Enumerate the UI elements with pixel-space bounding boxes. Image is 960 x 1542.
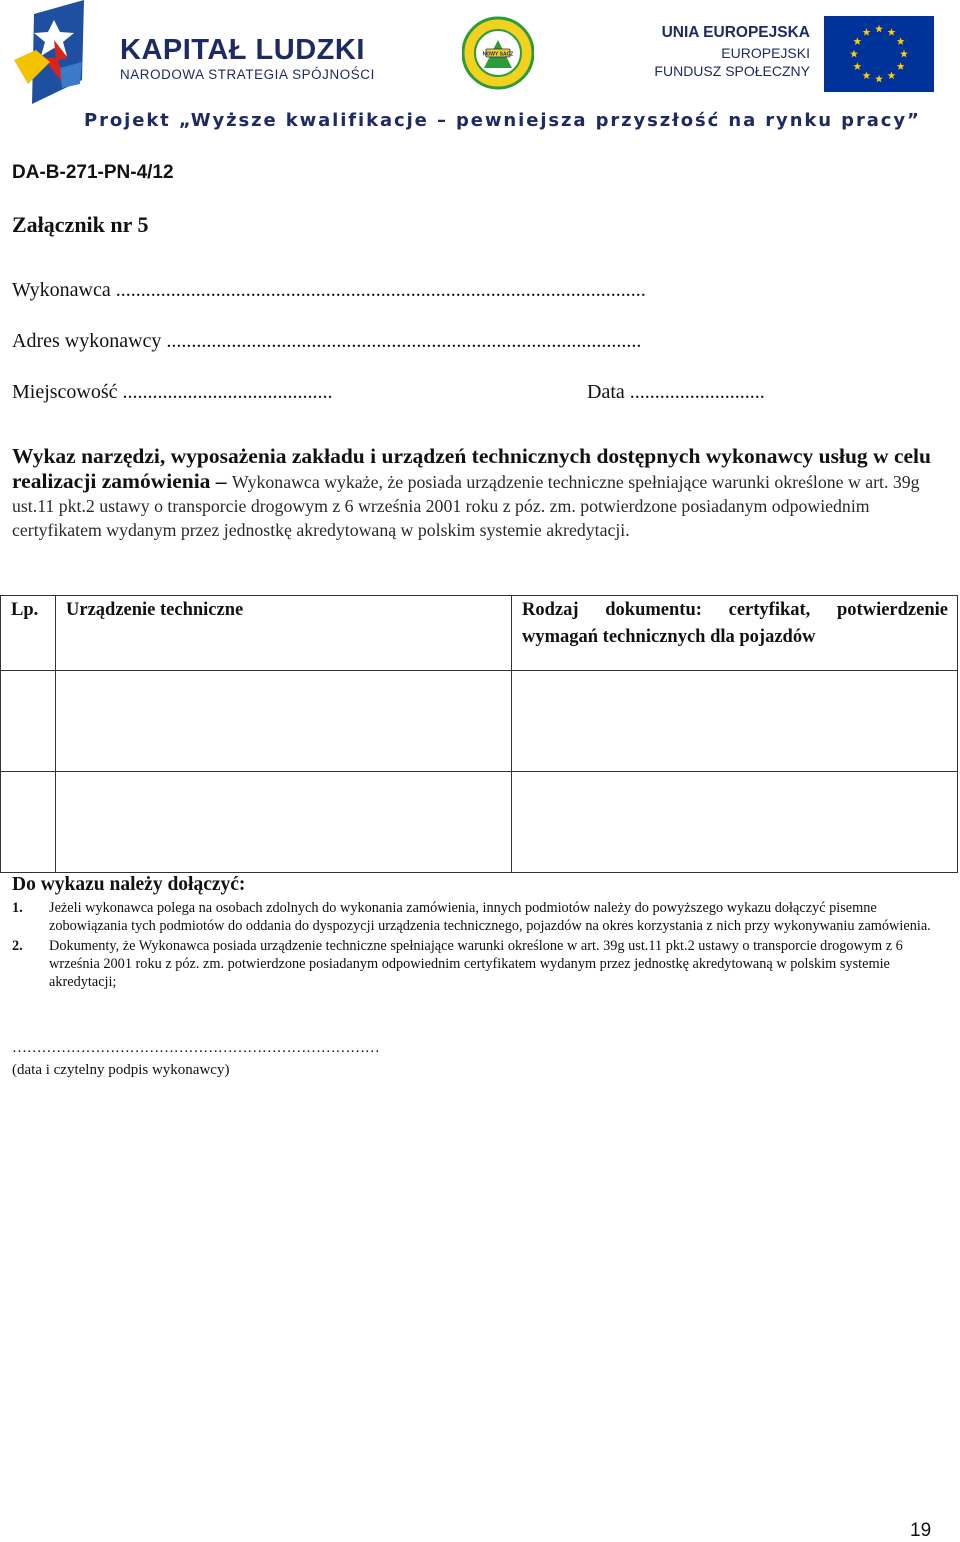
kapital-ludzki-subtitle: NARODOWA STRATEGIA SPÓJNOŚCI [120,67,375,82]
table-header-device: Urządzenie techniczne [66,600,244,620]
equipment-table [0,595,958,873]
eu-logo [650,14,934,92]
table-cell-document-1[interactable] [511,670,958,772]
table-cell-lp-2[interactable] [0,771,56,873]
mord-seal [462,16,534,90]
intro-heading: Wykaz narzędzi, wyposażenia zakładu i urządzeń technicznych dostępnych wykonawcy usług w celu realizacji zamówienia [12,444,931,493]
kapital-ludzki-logo [12,0,375,108]
attachments-list [12,899,937,992]
date-field: Data ........................... [587,381,765,403]
intro-body: Wykonawca wykaże, że posiada urządzenie techniczne spełniające warunki określone w art. 39g ust.11 pkt.2 ustawy o transporcie drogowym z 6 września 2001 roku z póz. zm. potwierdzone posiadanym odpowiednim certyfikatem wydanym przez jednostkę akredytowaną w polskim systemie akredytacji. [12,472,920,540]
table-cell-document-2[interactable] [511,771,958,873]
table-cell-device-1[interactable] [55,670,512,772]
attachments-title: Do wykazu należy dołączyć: [12,874,246,895]
contractor-field: Wykonawca .......................................................................................................... [12,279,646,301]
attachment-text: Dokumenty, że Wykonawca posiada urządzenie techniczne spełniające warunki określone w art. 39g ust.11 pkt.2 ustawy o transporcie drogowym z 6 września 2001 roku z póz. zm. potwierdzone posiadanym odpowiednim certyfikatem wydanym przez jednostkę akredytowaną w polskim systemie akredytacji; [49,937,903,991]
kapital-ludzki-title: KAPITAŁ LUDZKI [120,34,365,66]
attachment-item [12,899,937,936]
place-field: Miejscowość .......................................... [12,381,333,403]
eu-line-2: EUROPEJSKI [721,45,810,61]
page-number: 19 [910,1520,932,1541]
attachment-number: 1. [12,900,23,916]
contractor-address-field: Adres wykonawcy ............................................................................................... [12,330,642,352]
table-header-lp-cell [0,595,56,671]
eu-line-3: FUNDUSZ SPOŁECZNY [654,63,810,79]
seal-center-text: NOWY SĄCZ [482,51,514,58]
signature-line: ………………………………………………………………… [12,1040,380,1056]
annex-title: Załącznik nr 5 [12,212,149,237]
eu-line-1: UNIA EUROPEJSKA [661,24,810,41]
table-cell-lp-1[interactable] [0,670,56,772]
table-cell-device-2[interactable] [55,771,512,873]
signature-label: (data i czytelny podpis wykonawcy) [12,1062,230,1078]
attachment-text: Jeżeli wykonawca polega na osobach zdolnych do wykonania zamówienia, innych podmiotów należy do powyższego wykazu dołączyć pisemne zobowiązania tych podmiotów do oddania do dyspozycji urządzenia technicznego, pojazdów na okres korzystania z nich przy wykonywaniu zamówienia. [49,900,931,935]
eu-flag-icon [824,16,934,92]
attachment-number: 2. [12,937,23,954]
table-header-document-cell [511,595,958,671]
mord-seal-logo [462,16,534,90]
table-header-device-cell [55,595,512,671]
intro-dash: – [210,469,232,493]
table-header-document: Rodzaj dokumentu: certyfikat, potwierdzenie wymagań technicznych dla pojazdów [522,600,948,647]
kapital-ludzki-star-mark [14,0,114,108]
intro-paragraph [12,444,932,542]
table-header-lp: Lp. [11,600,39,620]
reference-number: DA-B-271-PN-4/12 [12,162,174,183]
project-title: Projekt „Wyższe kwalifikacje – pewniejsza przyszłość na rynku pracy” [84,110,921,131]
attachment-item [12,937,937,992]
